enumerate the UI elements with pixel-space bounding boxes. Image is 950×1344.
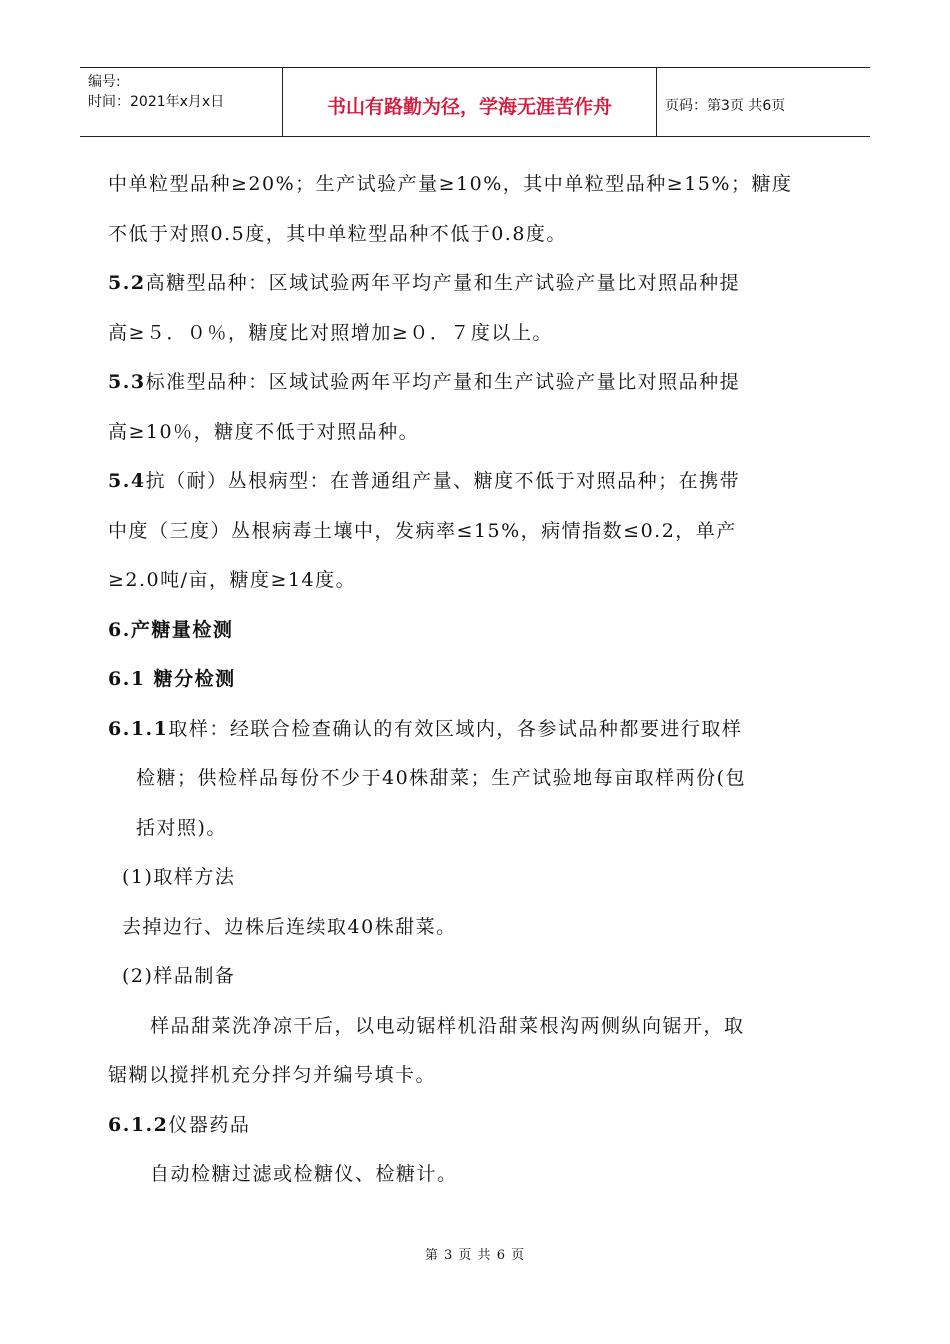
clause-6-1-1 — [108, 705, 813, 755]
clause-text: 标准型品种：区域试验两年平均产量和生产试验产量比对照品种提 — [145, 371, 741, 393]
text-line: (2)样品制备 — [122, 965, 236, 987]
document-time-label: 时间：2021年x月x日 — [88, 94, 225, 110]
text-line: ≥2.0吨/亩，糖度≥14度。 — [108, 569, 357, 591]
text-line: 中单粒型品种≥20%；生产试验产量≥10%，其中单粒型品种≥15%；糖度 — [108, 173, 793, 195]
clause-6-1-2 — [108, 1101, 813, 1151]
text-line: 不低于对照0.5度，其中单粒型品种不低于0.8度。 — [108, 222, 567, 245]
page-header — [80, 67, 870, 137]
clause-text: 仪器药品 — [168, 1113, 251, 1136]
document-number-label: 编号: — [88, 74, 121, 90]
clause-text: 抗（耐）丛根病型：在普通组产量、糖度不低于对照品种；在携带 — [145, 470, 741, 492]
subsection-heading: 6.1 糖分检测 — [108, 668, 236, 690]
header-info-cell — [80, 68, 283, 136]
header-page-code: 页码：第3页 共6页 — [665, 98, 786, 114]
clause-number: 5.4 — [108, 470, 146, 492]
clause-5-4 — [108, 457, 813, 507]
clause-number: 6.1.2 — [108, 1113, 169, 1136]
text-line: 高≥５．０％，糖度比对照增加≥０．７度以上。 — [108, 321, 553, 344]
text-line: 样品甜菜洗净凉干后，以电动锯样机沿甜菜根沟两侧纵向锯开，取 — [150, 1014, 745, 1037]
page-footer: 第 3 页 共 6 页 — [424, 1248, 526, 1263]
text-line: 括对照)。 — [136, 816, 227, 839]
clause-number: 5.3 — [108, 371, 146, 393]
text-line: 去掉边行、边株后连续取40株甜菜。 — [122, 915, 457, 938]
clause-5-3 — [108, 358, 813, 408]
clause-text: 取样：经联合检查确认的有效区域内，各参试品种都要进行取样 — [168, 717, 743, 740]
clause-number: 6.1.1 — [108, 717, 169, 740]
text-line: (1)取样方法 — [122, 866, 236, 888]
clause-5-2 — [108, 259, 813, 309]
document-body — [108, 160, 813, 1200]
clause-text: 高糖型品种：区域试验两年平均产量和生产试验产量比对照品种提 — [145, 272, 741, 294]
text-line: 自动检糖过滤或检糖仪、检糖计。 — [150, 1163, 458, 1185]
header-motto: 书山有路勤为径，学海无涯苦作舟 — [283, 68, 657, 136]
text-line: 高≥10％，糖度不低于对照品种。 — [108, 420, 420, 443]
clause-number: 5.2 — [108, 272, 146, 294]
text-line: 中度（三度）丛根病毒土壤中，发病率≤15%，病情指数≤0.2，单产 — [108, 519, 737, 542]
text-line: 检糖；供检样品每份不少于40株甜菜；生产试验地每亩取样两份(包 — [136, 767, 747, 789]
text-line: 锯糊以搅拌机充分拌匀并编号填卡。 — [108, 1064, 437, 1086]
section-heading: 6.产糖量检测 — [108, 618, 234, 641]
